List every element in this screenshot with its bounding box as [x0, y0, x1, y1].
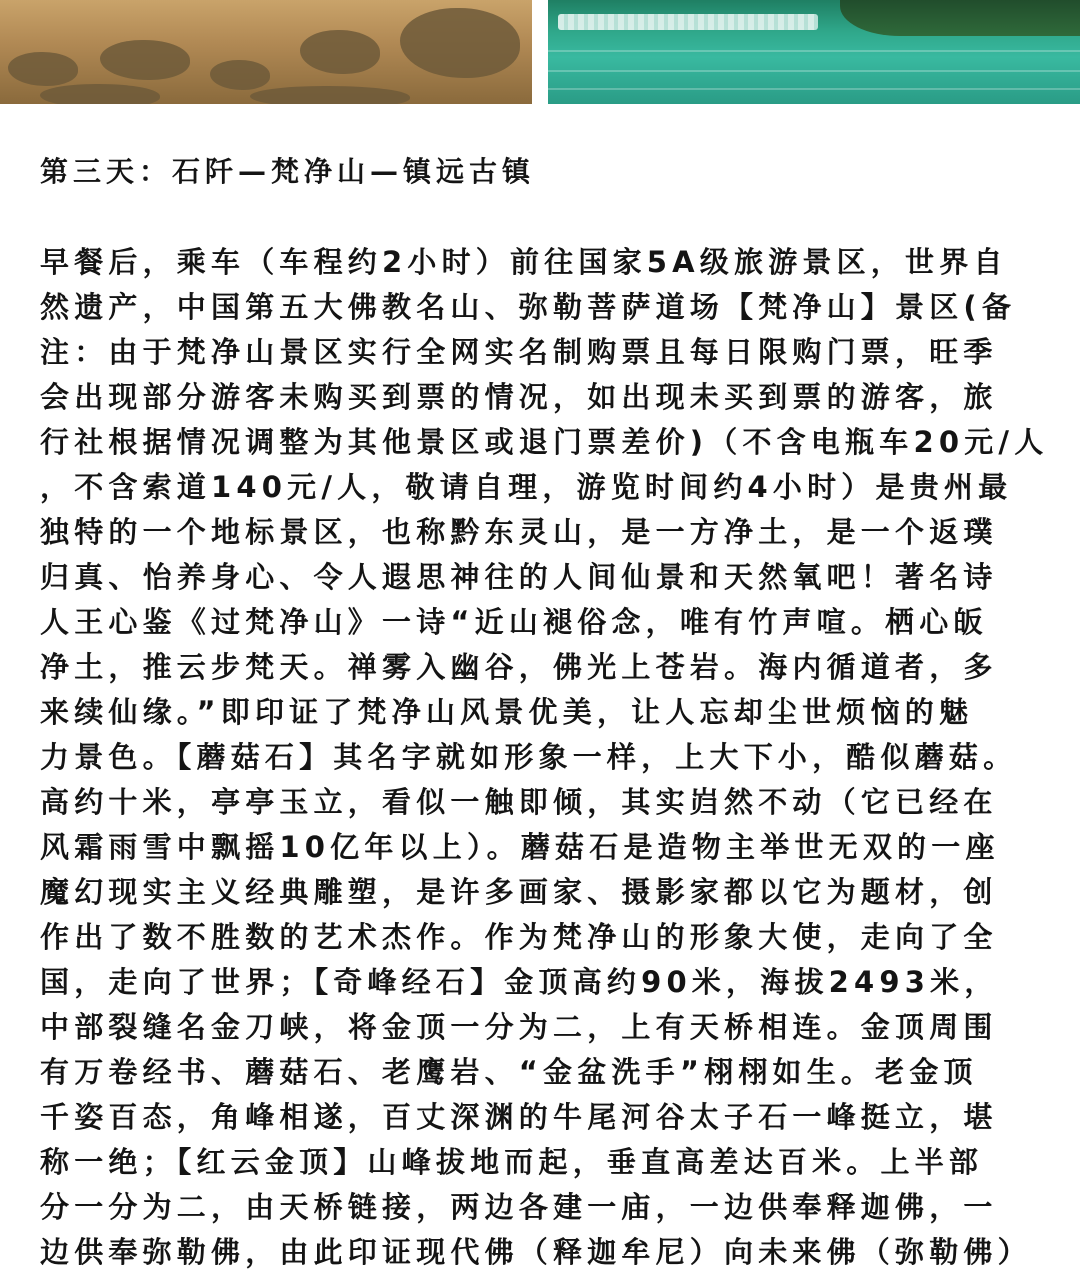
paragraph-line: 魔幻现实主义经典雕塑，是许多画家、摄影家都以它为题材，创 — [40, 875, 998, 909]
paragraph-line: 边供奉弥勒佛，由此印证现代佛（释迦牟尼）向未来佛（弥勒佛） — [40, 1235, 1032, 1269]
paragraph-line: 风霜雨雪中飘摇10亿年以上）。蘑菇石是造物主举世无双的一座 — [40, 830, 1000, 864]
paragraph-line: 人王心鉴《过梵净山》一诗“近山褪俗念，唯有竹声喧。栖心皈 — [40, 605, 988, 639]
paragraph-line: 中部裂缝名金刀峡，将金顶一分为二，上有天桥相连。金顶周围 — [40, 1010, 998, 1044]
paragraph-line: 行社根据情况调整为其他景区或退门票差价)（不含电瓶车20元/人 — [40, 425, 1049, 459]
paragraph-line: ，不含索道140元/人，敬请自理，游览时间约4小时）是贵州最 — [40, 470, 1013, 504]
photo-row — [0, 0, 1080, 104]
paragraph-line: 国，走向了世界；【奇峰经石】金顶高约90米，海拔2493米， — [40, 965, 999, 999]
paragraph-line: 分一分为二，由天桥链接，两边各建一庙，一边供奉释迦佛，一 — [40, 1190, 998, 1224]
paragraph-line: 作出了数不胜数的艺术杰作。作为梵净山的形象大使，走向了全 — [40, 920, 998, 954]
paragraph-line: 注：由于梵净山景区实行全网实名制购票且每日限购门票，旺季 — [40, 335, 998, 369]
paragraph-line: 高约十米，亭亭玉立，看似一触即倾，其实岿然不动（它已经在 — [40, 785, 998, 819]
paragraph-line: 归真、怡养身心、令人遐思神往的人间仙景和天然氧吧！著名诗 — [40, 560, 998, 594]
paragraph-line: 早餐后，乘车（车程约2小时）前往国家5A级旅游景区，世界自 — [40, 245, 1008, 279]
photo-rocky-riverbed — [0, 0, 532, 104]
paragraph-line: 千姿百态，角峰相遂，百丈深渊的牛尾河谷太子石一峰挺立，堪 — [40, 1100, 998, 1134]
paragraph-line: 净土，推云步梵天。禅雾入幽谷，佛光上苍岩。海内循道者，多 — [40, 650, 998, 684]
paragraph-line: 然遗产，中国第五大佛教名山、弥勒菩萨道场【梵净山】景区(备 — [40, 290, 1017, 324]
paragraph-line: 会出现部分游客未购买到票的情况，如出现未买到票的游客，旅 — [40, 380, 998, 414]
day-title: 第三天：石阡—梵净山—镇远古镇 — [40, 155, 536, 188]
paragraph-line: 力景色。【蘑菇石】其名字就如形象一样，上大下小，酷似蘑菇。 — [40, 740, 1018, 774]
paragraph-line: 来续仙缘。”即印证了梵净山风景优美，让人忘却尘世烦恼的魅 — [40, 695, 974, 729]
paragraph-line: 称一绝；【红云金顶】山峰拔地而起，垂直高差达百米。上半部 — [40, 1145, 984, 1179]
paragraph-line: 独特的一个地标景区，也称黔东灵山，是一方净土，是一个返璞 — [40, 515, 998, 549]
itinerary-paragraph — [40, 240, 1080, 1275]
photo-turquoise-waterfall-lake — [548, 0, 1080, 104]
paragraph-line: 有万卷经书、蘑菇石、老鹰岩、“金盆洗手”栩栩如生。老金顶 — [40, 1055, 978, 1089]
